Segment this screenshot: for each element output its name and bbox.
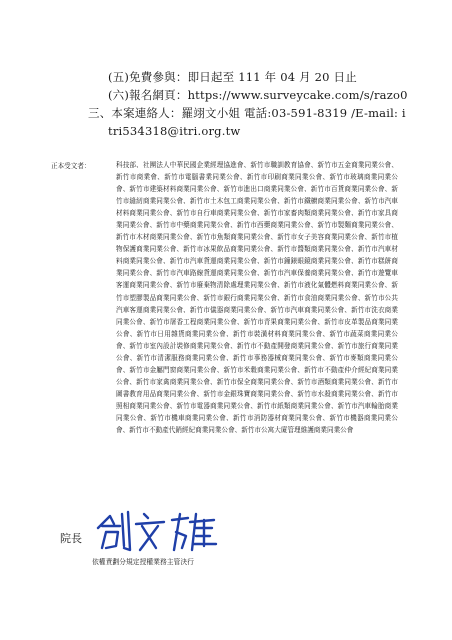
signature-title: 院長: [60, 532, 82, 545]
item-registration-url: (六)報名網頁：https://www.surveycake.com/s/razo0: [108, 88, 408, 102]
recipients-list: 科技部、社團法人中華民國企業經理協進會、新竹市職訓教育協會、新竹市五金商業同業公會、新竹市商業會、新竹市電腦書業同業公會、新竹市印刷商業同業公會、新竹市玻璃商業同業公會、新竹市建築材料商業同業公會、新竹市進出口商業同業公會、新竹市百貨商業同業公會、新竹市縫紉商業同業公會、新竹市土木包工商業同業公會、新竹市鐵櫥商業同業公會、新竹市汽車材料商業同業公會、新竹市自行車商業同業公會、新竹市家畜肉類商業同業公會、新竹市家具商業同業公會、新竹市中藥商業同業公會、新竹市西藥商業同業公會、新竹市製麵商業同業公會、新竹市木材商業同業公會、新竹市魚類商業同業公會、新竹市女子美容商業同業公會、新竹市植物保護商業同業公會、新竹市冰果飲品商業同業公會、新竹市醬類商業同業公會、新竹市汽車材料商業同業公會、新竹市汽車貨運商業同業公會、新竹市鐘錶眼鏡商業同業公會、新竹市糕餅商業同業公會、新竹市汽車路線貨運商業同業公會、新竹市汽車保養商業同業公會、新竹市遊覽車客運商業同業公會、新竹市廢棄物清除處理業同業公會、新竹市液化氣體燃料商業同業公會、新竹市塑膠製品商業同業公會、新竹市銀行商業同業公會、新竹市食油商業同業公會、新竹市公共汽車客運商業同業公會、新竹市儀器商業同業公會、新竹市汽車商業同業公會、新竹市洗衣商業同業公會、新竹市屠香工程商業同業公會、新竹市青果商業同業公會、新竹市皮革製品商業同業公會、新竹市日用雜貨商業同業公會、新竹市裝潢材料商業同業公會、新竹市蔬菜商業同業公會、新竹市室內設計裝修商業同業公會、新竹市不動產開發商業同業公會、新竹市旅行商業同業公會、新竹市清潔服務商業同業公會、新竹市事務器械商業同業公會、新竹市麥類商業同業公會、新竹市金屬門窗商業同業公會、新竹市米穀商業同業公會、新竹市不動產仲介經紀商業同業公會、新竹市家禽商業同業公會、新竹市保全商業同業公會、新竹市酒類商業同業公會、新竹市圖書教育用品商業同業公會、新竹市金銀珠寶商業同業公會、新竹市水殺商業同業公會、新竹市照相商業同業公會、新竹市電器商業同業公會、新竹市紙類商業同業公會、新竹市汽車輪胎商業同業公會、新竹市機車商業同業公會、新竹市消防器材商業同業公會、新竹市機器商業同業公會、新竹市不動產代銷經紀商業同業公會、新竹市公寓大廈管理維護商業同業公會: [116, 161, 398, 435]
delegation-note: 依權責劃分規定授權業務主管決行: [92, 558, 194, 566]
handwritten-signature: [92, 506, 222, 554]
item-contact-person: 三、本案連絡人：羅翊文小姐 電話:03-591-8319 /E-mail: i: [88, 106, 406, 120]
item-contact-email-cont: tri534318@itri.org.tw: [108, 124, 241, 138]
recipients-label: 正本受文者：: [51, 162, 91, 170]
item-free-participation: (五)免費參與：即日起至 111 年 04 月 20 日止: [108, 70, 357, 84]
